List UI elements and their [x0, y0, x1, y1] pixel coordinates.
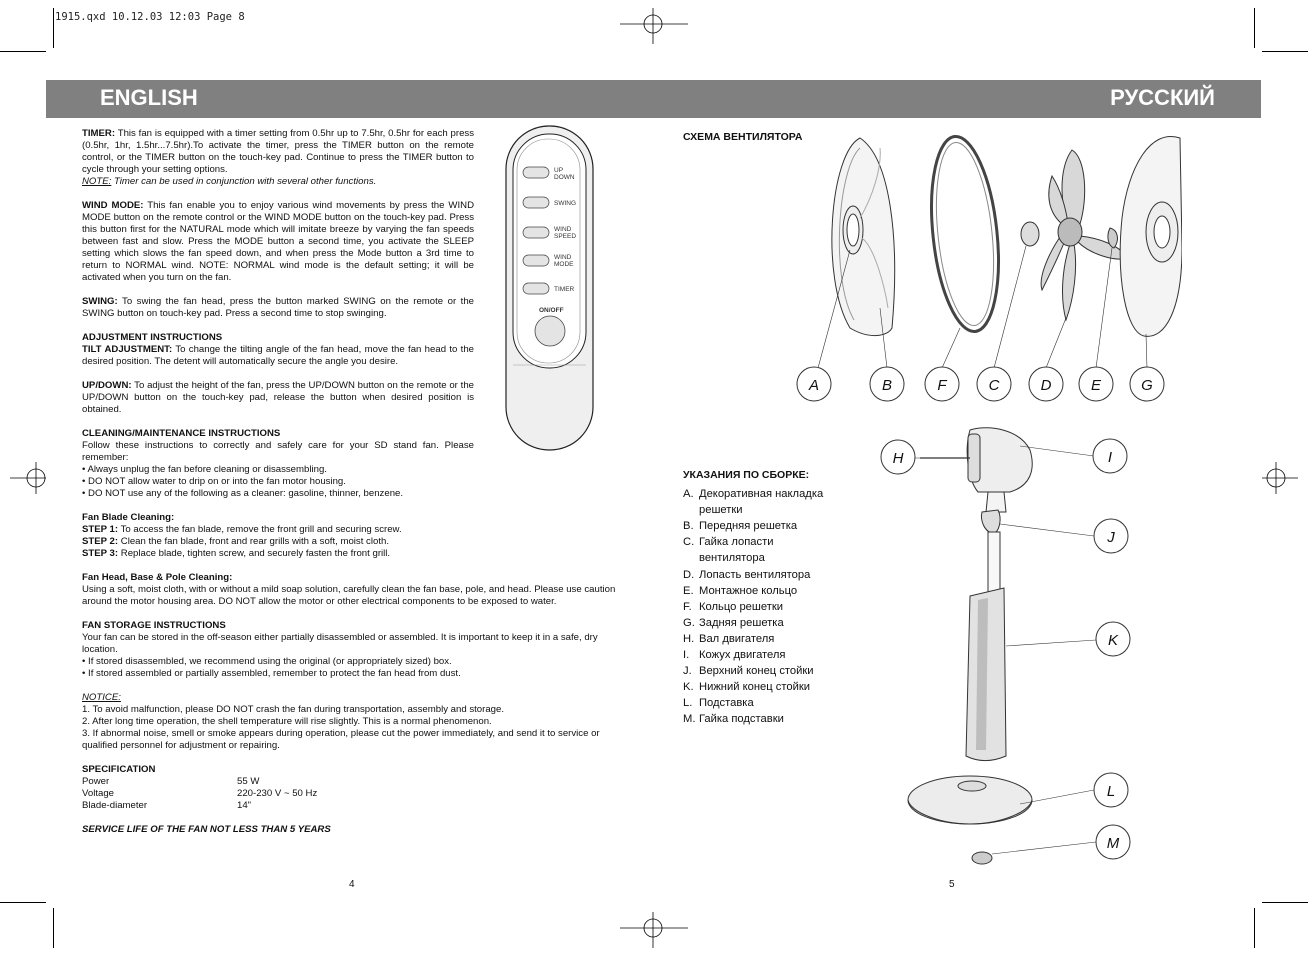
list-item: D. Лопасть вентилятора [683, 568, 811, 581]
spec-value: 55 W [237, 776, 260, 787]
storage-heading: FAN STORAGE INSTRUCTIONS [82, 620, 226, 631]
head-text: Using a soft, moist cloth, with or without a mild soap solution, carefully clean the fan base, pole, and head. Please use caution around the motor housing area. DO NOT allow the motor or other electrical components to be exposed to water. [82, 584, 616, 607]
cleaning-bullet: • DO NOT allow water to drip on or into the fan motor housing. [82, 476, 346, 487]
file-slug: 1915.qxd 10.12.03 12:03 Page 8 [55, 11, 245, 23]
service-life: SERVICE LIFE OF THE FAN NOT LESS THAN 5 YEARS [82, 824, 331, 835]
timer-text: This fan is equipped with a timer setting from 0.5hr up to 7.5hr, 0.5hr for each press (0.5hr, 1hr, 1.5hr...7.5hr).To activate the timer, press the TIMER button on the remote control, or the TIMER button on the touch-key pad. Continue to press the TIMER button to cycle through your setting options. [82, 128, 474, 175]
cleaning-intro: Follow these instructions to correctly and safely care for your SD stand fan. Please remember: [82, 440, 474, 463]
tilt-label: TILT ADJUSTMENT: [82, 344, 173, 355]
crop-mark [1262, 902, 1308, 903]
part-label-c: C [988, 377, 1000, 394]
swing-text: To swing the fan head, press the button marked SWING on the remote or the SWING button on touch-key pad. Press a second time to stop swinging. [82, 296, 474, 319]
list-item: F. Кольцо решетки [683, 600, 783, 613]
remote-label-wind: WIND [554, 226, 572, 233]
remote-label-speed: SPEED [554, 233, 577, 240]
stand-label-j: J [1107, 529, 1115, 546]
head-heading: Fan Head, Base & Pole Cleaning: [82, 572, 233, 583]
step1-label: STEP 1: [82, 524, 119, 535]
blade-heading: Fan Blade Cleaning: [82, 512, 175, 523]
assembly-title: УКАЗАНИЯ ПО СБОРКЕ: [683, 469, 810, 481]
notice-heading: NOTICE: [82, 692, 121, 703]
crop-mark [0, 902, 46, 903]
assembly-list [683, 467, 853, 728]
list-item: B. Передняя решетка [683, 520, 798, 533]
storage-bullet: • If stored assembled or partially assembled, remember to protect the fan head from dust. [82, 668, 461, 679]
updown-label: UP/DOWN: [82, 380, 132, 391]
spec-value: 14" [237, 800, 252, 811]
step2-text: Clean the fan blade, front and rear grills with a soft, moist cloth. [118, 536, 389, 547]
language-banner [46, 80, 1261, 118]
cleaning-heading: CLEANING/MAINTENANCE INSTRUCTIONS [82, 428, 281, 439]
stand-assembly-diagram [860, 420, 1140, 870]
banner-russian: РУССКИЙ [1110, 85, 1215, 110]
fan-parts-diagram [790, 128, 1182, 408]
banner-english: ENGLISH [100, 85, 198, 110]
timer-label: TIMER: [82, 128, 116, 139]
page-number-right: 5 [949, 879, 955, 890]
registration-mark [10, 462, 46, 494]
scheme-title: СХЕМА ВЕНТИЛЯТОРА [683, 131, 803, 143]
list-item: M. Гайка подставки [683, 713, 784, 726]
adjust-heading: ADJUSTMENT INSTRUCTIONS [82, 332, 223, 343]
step3-text: Replace blade, tighten screw, and securely fasten the front grill. [118, 548, 391, 559]
list-item: решетки [699, 504, 743, 517]
registration-mark [620, 8, 688, 44]
crop-mark [1262, 51, 1308, 52]
spec-table [82, 776, 624, 812]
note-label: NOTE: [82, 176, 112, 187]
swing-label: SWING: [82, 296, 118, 307]
list-item: H. Вал двигателя [683, 632, 775, 645]
cleaning-bullet: • DO NOT use any of the following as a cleaner: gasoline, thinner, benzene. [82, 488, 404, 499]
cleaning-bullet: • Always unplug the fan before cleaning or disassembling. [82, 464, 327, 475]
remote-label-up: UP [554, 167, 564, 174]
remote-label-mode: MODE [554, 261, 574, 268]
list-item: E. Монтажное кольцо [683, 584, 798, 597]
registration-mark [1262, 462, 1298, 494]
registration-mark [620, 912, 688, 948]
list-item: A. Декоративная накладка [683, 488, 824, 501]
part-label-b: B [881, 377, 893, 394]
remote-control-illustration [505, 125, 595, 453]
storage-text: Your fan can be stored in the off-season either partially disassembled or assembled. It is important to keep it in a safe, dry location. [82, 632, 598, 655]
list-item: C. Гайка лопасти [683, 536, 774, 549]
notice-item: 2. After long time operation, the shell temperature will rise slightly. This is a normal phenomenon. [82, 716, 492, 727]
note-text: Timer can be used in conjunction with several other functions. [111, 176, 377, 187]
spec-key: Voltage [82, 788, 115, 799]
list-item: I. Кожух двигателя [683, 649, 786, 662]
crop-mark [0, 51, 46, 52]
notice-item: 1. To avoid malfunction, please DO NOT crash the fan during transportation, assembly and storage. [82, 704, 504, 715]
crop-mark [53, 908, 54, 948]
notice-item: 3. If abnormal noise, smell or smoke appears during operation, please cut the power immediately, and send it to service or qualified personnel for adjustment or repairing. [82, 728, 600, 751]
crop-mark [53, 8, 54, 48]
tilt-text: To change the tilting angle of the fan head, move the fan head to the desired position. The detent will automatically secure the angle you desire. [82, 344, 474, 367]
step3-label: STEP 3: [82, 548, 119, 559]
part-label-e: E [1090, 377, 1102, 394]
list-item: J. Верхний конец стойки [683, 665, 814, 678]
updown-text: To adjust the height of the fan, press the UP/DOWN button on the remote or the UP/DOWN button on the touch-key pad, release the button when desired position is obtained. [82, 380, 474, 415]
list-item: G. Задняя решетка [683, 616, 784, 629]
part-label-d: D [1040, 377, 1052, 394]
spec-key: Power [82, 776, 110, 787]
stand-label-h: H [892, 450, 904, 467]
remote-label-onoff: ON/OFF [539, 307, 564, 314]
step2-label: STEP 2: [82, 536, 119, 547]
storage-bullet: • If stored disassembled, we recommend using the original (or appropriately sized) box. [82, 656, 452, 667]
wind-text: This fan enable you to enjoy various wind movements by press the WIND MODE button on the remote control or the WIND MODE button on the touch-key pad. Press this button first for the NATURAL mode which will imitate breeze by varying the fan speeds between fast and slow. Press the MODE button a second time, you activate the SLEEP setting which slows the fan speed down, and when press the Mode button a 3rd time to return to NORMAL wind. NOTE: NORMAL wind mode is the default setting; it will be activated when you turn on the fan. [82, 200, 474, 283]
spec-value: 220-230 V ~ 50 Hz [237, 788, 318, 799]
remote-label-wind2: WIND [554, 254, 572, 261]
list-item: L. Подставка [683, 697, 754, 710]
step1-text: To access the fan blade, remove the front grill and securing screw. [118, 524, 402, 535]
stand-label-l: L [1106, 783, 1116, 800]
part-label-f: F [937, 377, 947, 394]
stand-label-k: K [1107, 632, 1119, 649]
remote-label-down: DOWN [554, 174, 575, 181]
remote-label-timer: TIMER [554, 286, 575, 293]
list-item: K. Нижний конец стойки [683, 681, 810, 694]
remote-label-swing: SWING [554, 200, 577, 207]
crop-mark [1254, 908, 1255, 948]
part-label-a: A [808, 377, 820, 394]
spec-key: Blade-diameter [82, 800, 148, 811]
list-item: вентилятора [699, 552, 765, 565]
spec-heading: SPECIFICATION [82, 764, 156, 775]
page-number-left: 4 [349, 879, 355, 890]
stand-label-m: M [1106, 835, 1120, 852]
stand-label-i: I [1107, 449, 1113, 466]
crop-mark [1254, 8, 1255, 48]
part-label-g: G [1141, 377, 1153, 394]
wind-label: WIND MODE: [82, 200, 144, 211]
